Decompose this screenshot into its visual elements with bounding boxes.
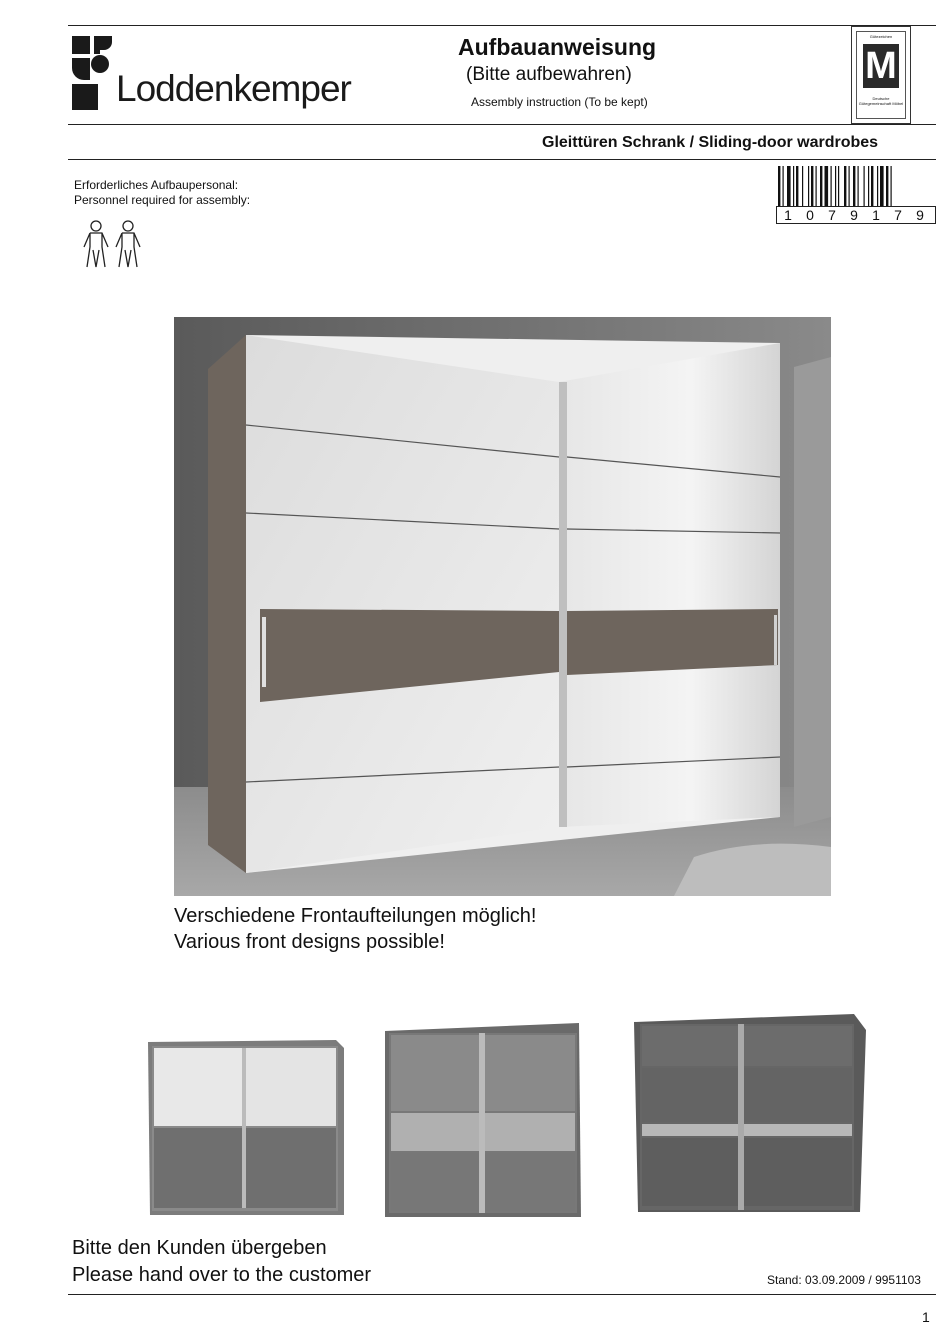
personnel-figures bbox=[78, 220, 156, 268]
wardrobe-variant-3 bbox=[634, 1012, 866, 1212]
barcode-digit: 7 bbox=[894, 207, 902, 223]
seal-bottom-text: Deutsche Gütegemeinschaft Möbel bbox=[858, 96, 904, 106]
wardrobe-variant-1 bbox=[146, 1036, 344, 1215]
personnel-label-de: Erforderliches Aufbaupersonal: bbox=[74, 178, 239, 192]
barcode-digit: 9 bbox=[916, 207, 924, 223]
document-date: Stand: 03.09.2009 / 9951103 bbox=[767, 1273, 921, 1287]
person-icon bbox=[116, 221, 140, 267]
footer-rule bbox=[68, 1294, 936, 1295]
top-rule bbox=[68, 25, 936, 26]
brand-logo-icon bbox=[72, 34, 116, 112]
page-number: 1 bbox=[922, 1309, 930, 1325]
quality-seal bbox=[851, 26, 911, 124]
barcode-digit: 1 bbox=[784, 207, 792, 223]
wardrobe-photo bbox=[174, 317, 831, 896]
person-icon bbox=[84, 221, 108, 267]
document-subtitle-en: Assembly instruction (To be kept) bbox=[471, 95, 648, 109]
product-type-rule bbox=[68, 159, 936, 160]
barcode-number bbox=[776, 206, 936, 224]
caption-de: Verschiedene Frontaufteilungen möglich! bbox=[174, 905, 537, 927]
barcode-digit: 9 bbox=[850, 207, 858, 223]
document-title: Aufbauanweisung bbox=[458, 34, 657, 60]
handover-note-en: Please hand over to the customer bbox=[72, 1264, 372, 1286]
wardrobe-variant-2 bbox=[383, 1021, 583, 1217]
barcode bbox=[776, 166, 936, 206]
caption-en: Various front designs possible! bbox=[174, 931, 445, 953]
seal-letter: M bbox=[863, 44, 899, 88]
barcode-digit: 1 bbox=[872, 207, 880, 223]
barcode-digit: 7 bbox=[828, 207, 836, 223]
brand-name: Loddenkemper bbox=[116, 68, 351, 109]
seal-top-text: Gütezeichen bbox=[869, 34, 893, 39]
document-subtitle: (Bitte aufbewahren) bbox=[466, 64, 632, 85]
personnel-label-en: Personnel required for assembly: bbox=[74, 193, 251, 207]
barcode-digit: 0 bbox=[806, 207, 814, 223]
brand-logo bbox=[72, 34, 362, 114]
header-rule bbox=[68, 124, 936, 125]
handover-note-de: Bitte den Kunden übergeben bbox=[72, 1237, 327, 1259]
product-type: Gleittüren Schrank / Sliding-door wardrobes bbox=[542, 134, 879, 151]
